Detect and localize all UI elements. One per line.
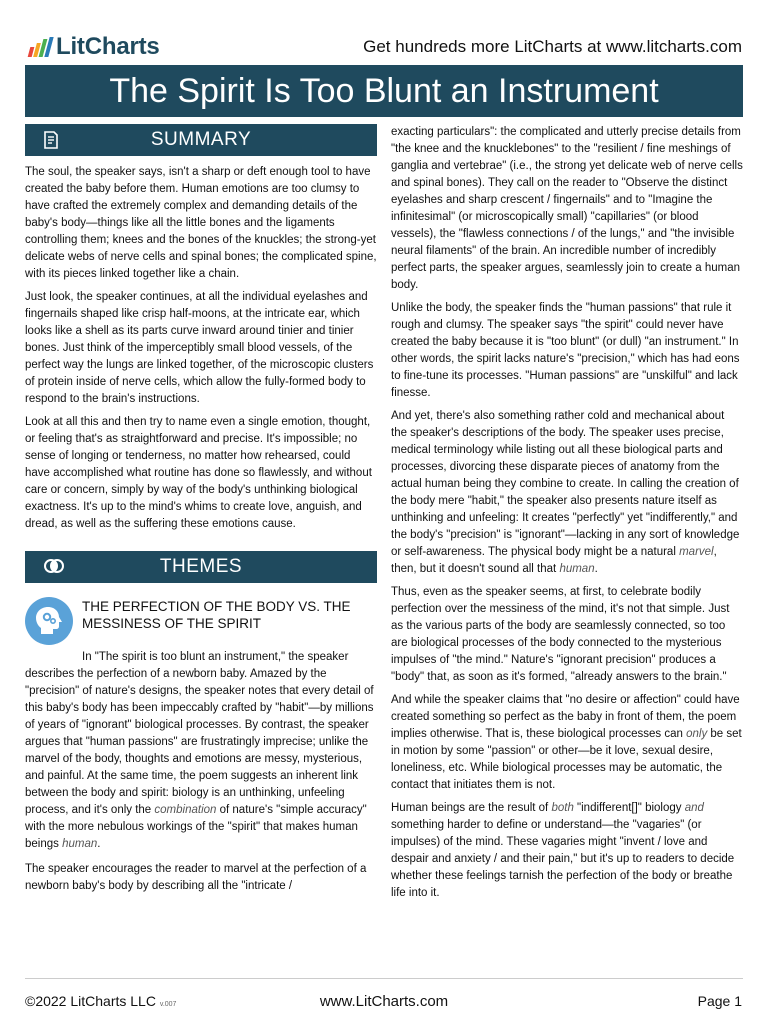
- theme-paragraph: And yet, there's also something rather cold and mechanical about the speaker's descriptions of the body. The speaker uses precise, medical terminology while listing out all these biological parts and processes, divorcing these disparate pieces of anatomy from the actual human being they combine to create. In calling the creation of the body mere "habit," the speaker also presents nature itself as unthinking and unfeeling: It creates "perfectly" yet "indifferently," and the body's "precision" is "ignorant"—lacking in any sort of knowledge or self-awareness. The physical body might be a natural marvel, then, but it doesn't sound all that human.: [391, 410, 740, 575]
- summary-paragraph: Look at all this and then try to name even a single emotion, thought, or feeling that's as straightforward and precise. It's impossible; no sense of longing or tenderness, no matter how rehearsed, could have accomplished what routine has done so flawlessly, and without care or concern, simply by way of the body's unthinking biological exactness. It's up to the mind's whims to create love, anguish, and dread, as well as the suffering these emotions cause.: [25, 416, 372, 530]
- theme-paragraph: Unlike the body, the speaker finds the "human passions" that rule it rough and clumsy. The speaker says "the spirit" could never have created the baby because it is "too blunt" (or dull) "an instrument." In other words, the spirit lacks nature's "precision," which has had eons to fine-tune its processes. "Human passions" are "unskilful" and lack finesse.: [391, 302, 740, 399]
- theme-entry: [25, 597, 377, 645]
- left-column: [25, 124, 377, 901]
- summary-header: [25, 124, 377, 156]
- document-icon: [43, 131, 59, 149]
- page-title: The Spirit Is Too Blunt an Instrument: [25, 65, 743, 117]
- theme-title: THE PERFECTION OF THE BODY VS. THE MESSINESS OF THE SPIRIT: [82, 599, 351, 631]
- promo-text[interactable]: Get hundreds more LitCharts at www.litcharts.com: [363, 37, 742, 56]
- theme-paragraph: The speaker encourages the reader to marvel at the perfection of a newborn baby's body by describing all the "intricate /: [25, 863, 367, 892]
- theme-paragraph: And while the speaker claims that "no desire or affection" could have created something so perfect as the baby in front of them, the poem implies otherwise. That is, these biological processes can only be set in motion by some "passion" or other—be it love, sexual desire, loneliness, etc. While biological processes may be automatic, the contact that initiates them is not.: [391, 694, 742, 791]
- page-number: Page 1: [697, 993, 742, 1009]
- themes-header: [25, 551, 377, 583]
- version-label: v.007: [159, 1001, 177, 1008]
- footer-url[interactable]: www.LitCharts.com: [319, 993, 449, 1010]
- footer-divider: [25, 978, 743, 979]
- summary-paragraph: Just look, the speaker continues, at all the individual eyelashes and fingernails shaped like crisp half-moons, at the intricate ear, which looks like a shell as its parts curve inward around tinier and tinier bones. Just think of the imperceptibly small blood vessels, of the perfect way the lungs are linked together, of the microscopic clusters of protein inside of nerve cells, which allow the fully-formed body to respond to the brain's instructions.: [25, 291, 374, 405]
- right-column: [391, 124, 743, 908]
- head-gears-icon: [25, 597, 73, 645]
- summary-heading: SUMMARY: [150, 129, 252, 150]
- theme-paragraph: Thus, even as the speaker seems, at first, to celebrate bodily perfection over the messiness of the mind, it's not that simple. Just as the various parts of the body are seamlessly connected, so too are biological processes of the body connected to the mysterious impulses of "the mind." Nature's "ignorant precision" produces a "body" that, as soon as it's formed, "already answers to the brain.": [391, 586, 730, 683]
- theme-paragraph: Human beings are the result of both "indifferent[]" biology and something harder to define or understand—the "vagaries" (or impulses) of the mind. These vagaries might "invent / love and despair and anxiety / and their pain," but it's up to readers to decide whether these feelings tarnish the perfection of the body or breathe life into it.: [391, 802, 735, 899]
- litcharts-logo[interactable]: [29, 32, 160, 62]
- footer-copyright: ©2022 LitCharts LLC v.007: [25, 993, 177, 1009]
- theme-paragraph: In "The spirit is too blunt an instrument," the speaker describes the perfection of a newborn baby. Amazed by the "precision" of nature's designs, the speaker notes that every detail of this baby's body has been impeccably crafted by "habit"—by millions of years of "ignorant" biological processes. By contrast, the speaker argues that "human passions" are frustratingly imprecise; unlike the marvel of the body, thoughts and emotions are messy, mysterious, and painful. At the same time, the poem suggests an inherent link between the body and spirit: biology is an unthinking, unfeeling process, and it's only the combination of nature's "simple accuracy" with the more nebulous workings of the "spirit" that makes human beings human.: [25, 651, 374, 850]
- themes-icon: [43, 558, 65, 574]
- brand-name: LitCharts: [56, 33, 160, 60]
- themes-heading: THEMES: [159, 556, 243, 577]
- theme-paragraph: exacting particulars": the complicated and utterly precise details from "the knee and the knucklebones" to the "resilient / fine meshings of ganglia and vertebrae" (i.e., the strong yet delicate web of nerve cells and spinal bones). They call on the reader to "Observe the distinct eyelashes and sharp crescent / fingernails" and to "Imagine the infinitesimal" (or microscopically small) "capillaries" (or blood vessels), the "flawless connections / of the lungs," and "the invisible neural filaments" of the brain. An incredible number of incredibly perfect parts, the speaker argues, seamlessly join to create a human body.: [391, 126, 743, 291]
- logo-bars-icon: [29, 37, 51, 57]
- summary-paragraph: The soul, the speaker says, isn't a sharp or deft enough tool to have created the baby before them. Human emotions are too clumsy to have crafted the extremely complex and demanding details of the baby's body—things like all the little bones and the ligaments controlling them; knees and the bones of the knuckles; the strong-yet delicate webs of nerve cells and spinal bones; the complicated spine, with its pieces linked together like a chain.: [25, 166, 377, 280]
